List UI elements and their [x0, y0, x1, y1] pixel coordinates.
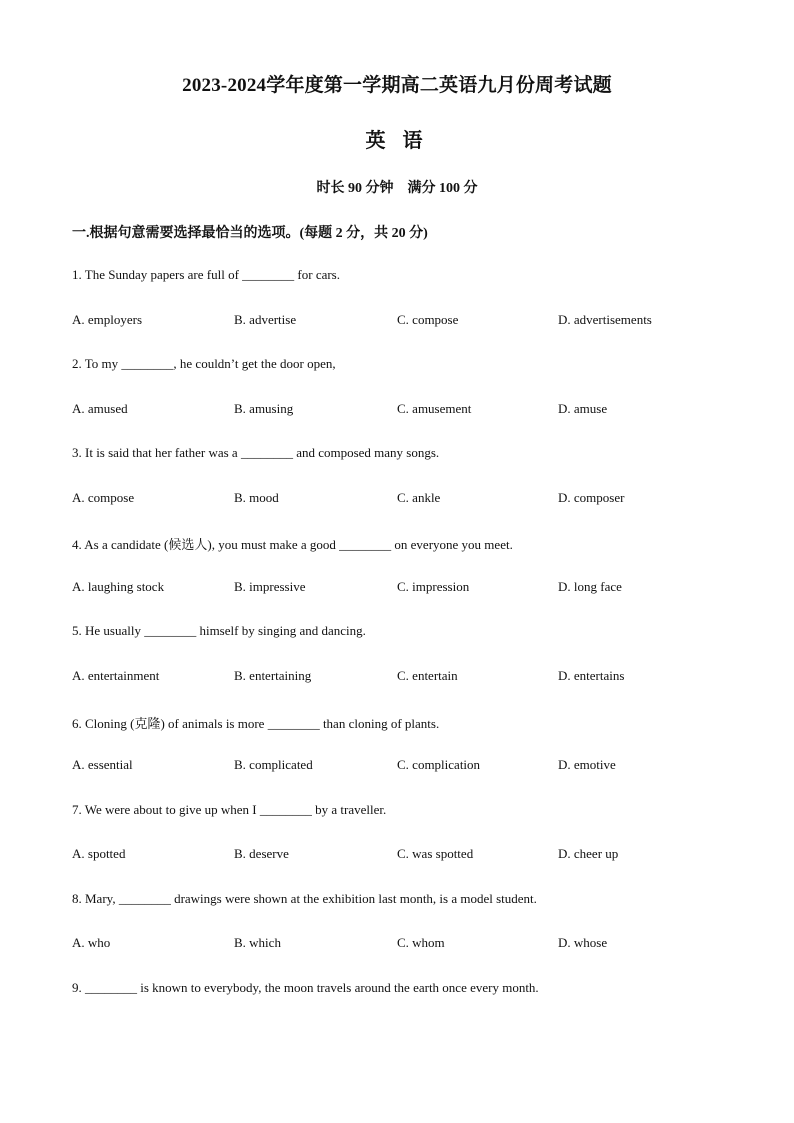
option-a: A. laughing stock [72, 579, 165, 594]
option-a: A. essential [72, 757, 133, 772]
option-a: A. employers [72, 312, 143, 327]
option-c: C. impression [397, 579, 470, 594]
option-b: B. advertise [234, 312, 297, 327]
option-b: B. mood [234, 490, 279, 505]
option-c: C. ankle [397, 490, 441, 505]
section-heading: 一.根据句意需要选择最恰当的选项。(每题 2 分，共 20 分) [72, 226, 428, 241]
option-c: C. entertain [397, 668, 458, 683]
option-b: B. which [234, 935, 281, 950]
option-d: D. entertains [558, 668, 625, 683]
option-d: D. cheer up [558, 846, 619, 861]
exam-title: 2023-2024学年度第一学期高二英语九月份周考试题 [182, 75, 612, 96]
option-d: D. emotive [558, 757, 616, 772]
question-stem: 8. Mary, ________ drawings were shown at the exhibition last month, is a model student. [72, 891, 537, 906]
option-a: A. who [72, 935, 111, 950]
question-stem: 4. As a candidate (候选人), you must make a good ________ on everyone you meet. [72, 537, 513, 552]
question-options [72, 668, 732, 686]
question-options [72, 757, 732, 775]
question-stem: 2. To my ________, he couldn’t get the door open, [72, 356, 336, 371]
question-stem: 3. It is said that her father was a ________ and composed many songs. [72, 445, 440, 460]
exam-duration-score: 时长 90 分钟 满分 100 分 [316, 181, 478, 196]
option-d: D. composer [558, 490, 625, 505]
option-d: D. advertisements [558, 312, 652, 327]
option-c: C. compose [397, 312, 459, 327]
option-c: C. was spotted [397, 846, 474, 861]
option-d: D. long face [558, 579, 622, 594]
option-d: D. whose [558, 935, 608, 950]
option-a: A. compose [72, 490, 135, 505]
option-a: A. entertainment [72, 668, 160, 683]
option-c: C. amusement [397, 401, 472, 416]
question-stem: 5. He usually ________ himself by singing and dancing. [72, 623, 366, 638]
option-a: A. amused [72, 401, 128, 416]
question-options [72, 312, 732, 330]
question-options [72, 579, 732, 597]
question-stem: 9. ________ is known to everybody, the moon travels around the earth once every month. [72, 980, 539, 995]
option-d: D. amuse [558, 401, 608, 416]
option-c: C. complication [397, 757, 481, 772]
option-a: A. spotted [72, 846, 126, 861]
option-c: C. whom [397, 935, 445, 950]
question-stem: 1. The Sunday papers are full of ________ for cars. [72, 267, 340, 282]
question-options [72, 490, 732, 508]
question-stem: 6. Cloning (克隆) of animals is more ________ than cloning of plants. [72, 716, 440, 731]
subject-title: 英 语 [365, 130, 429, 152]
question-options [72, 846, 732, 864]
option-b: B. entertaining [234, 668, 312, 683]
option-b: B. complicated [234, 757, 313, 772]
option-b: B. amusing [234, 401, 294, 416]
question-stem: 7. We were about to give up when I ________ by a traveller. [72, 802, 387, 817]
option-b: B. deserve [234, 846, 289, 861]
option-b: B. impressive [234, 579, 306, 594]
question-options [72, 401, 732, 419]
question-options [72, 935, 732, 953]
